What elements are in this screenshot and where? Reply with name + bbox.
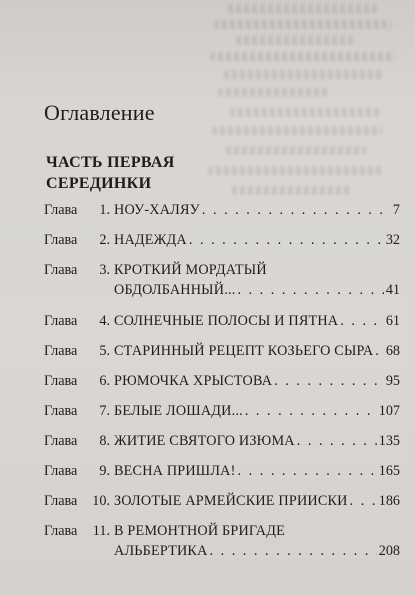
page-title: Оглавление	[44, 100, 155, 125]
chapter-number: 9.	[99, 463, 110, 479]
chapter-label: Глава	[44, 262, 78, 278]
chapter-label: Глава	[44, 433, 78, 449]
chapter-number: 11.	[92, 523, 110, 539]
chapter-number: 1.	[99, 202, 110, 218]
toc-entry-11[interactable]	[44, 521, 400, 561]
chapter-label: Глава	[44, 313, 78, 329]
chapter-title: ЗОЛОТЫЕ АРМЕЙСКИЕ ПРИИСКИ	[114, 493, 348, 509]
chapter-title-line1: В РЕМОНТНОЙ БРИГАДЕ	[114, 523, 285, 539]
toc-entry-3[interactable]	[44, 260, 400, 300]
chapter-label: Глава	[44, 202, 78, 218]
chapter-title: НАДЕЖДА	[114, 232, 187, 248]
chapter-title: ЖИТИЕ СВЯТОГО ИЗЮМА	[114, 433, 295, 449]
page-number: 95	[385, 373, 400, 389]
toc-entry-4[interactable]	[44, 311, 400, 331]
toc-entry-10[interactable]	[44, 491, 400, 511]
chapter-number: 10.	[92, 493, 110, 509]
page-number: 68	[385, 343, 400, 359]
chapter-number: 8.	[99, 433, 110, 449]
toc-entry-7[interactable]	[44, 401, 400, 421]
dot-leader	[274, 371, 384, 391]
dot-leader	[237, 280, 383, 300]
page-number: 186	[378, 493, 400, 509]
chapter-title-line2: АЛЬБЕРТИКА	[114, 543, 208, 559]
dot-leader	[375, 341, 384, 361]
page-number: 135	[378, 433, 400, 449]
chapter-label: Глава	[44, 493, 78, 509]
page-number: 41	[385, 282, 400, 298]
dot-leader	[350, 491, 377, 511]
page-number: 165	[378, 463, 400, 479]
dot-leader	[297, 431, 377, 451]
chapter-title: НОУ-ХАЛЯУ	[114, 202, 200, 218]
dot-leader	[202, 200, 391, 220]
page-number: 7	[392, 202, 400, 218]
chapter-title: СОЛНЕЧНЫЕ ПОЛОСЫ И ПЯТНА	[114, 313, 339, 329]
dot-leader	[340, 311, 384, 331]
part-title-line1: ЧАСТЬ ПЕРВАЯ	[46, 154, 175, 171]
chapter-title-line1: КРОТКИЙ МОРДАТЫЙ	[114, 262, 267, 278]
dot-leader	[245, 401, 377, 421]
part-title-line2: СЕРЕДИНКИ	[46, 175, 152, 192]
toc-entry-2[interactable]	[44, 230, 400, 250]
dot-leader	[189, 230, 384, 250]
chapter-label: Глава	[44, 373, 78, 389]
chapter-label: Глава	[44, 403, 78, 419]
chapter-number: 6.	[99, 373, 110, 389]
page-number: 208	[378, 543, 400, 559]
dot-leader	[238, 461, 377, 481]
page-number: 32	[385, 232, 400, 248]
toc-entry-9[interactable]	[44, 461, 400, 481]
chapter-number: 5.	[99, 343, 110, 359]
chapter-title: РЮМОЧКА ХРЫСТОВА	[114, 373, 273, 389]
page-number: 107	[378, 403, 400, 419]
toc-entry-5[interactable]	[44, 341, 400, 361]
chapter-label: Глава	[44, 343, 78, 359]
toc-entry-6[interactable]	[44, 371, 400, 391]
chapter-title: БЕЛЫЕ ЛОШАДИ...	[114, 403, 243, 419]
toc-entry-8[interactable]	[44, 431, 400, 451]
part-title	[46, 152, 175, 194]
chapter-title: ВЕСНА ПРИШЛА!	[114, 463, 236, 479]
toc-entry-1[interactable]	[44, 200, 400, 220]
chapter-title: СТАРИННЫЙ РЕЦЕПТ КОЗЬЕГО СЫРА	[114, 343, 374, 359]
chapter-label: Глава	[44, 463, 78, 479]
chapter-label: Глава	[44, 523, 78, 539]
chapter-title-line2: ОБДОЛБАННЫЙ...	[114, 282, 236, 298]
chapter-number: 7.	[99, 403, 110, 419]
chapter-number: 4.	[99, 313, 110, 329]
dot-leader	[210, 541, 377, 561]
page-number: 61	[385, 313, 400, 329]
chapter-label: Глава	[44, 232, 78, 248]
chapter-number: 3.	[99, 262, 110, 278]
chapter-number: 2.	[99, 232, 110, 248]
toc-list	[44, 200, 400, 572]
